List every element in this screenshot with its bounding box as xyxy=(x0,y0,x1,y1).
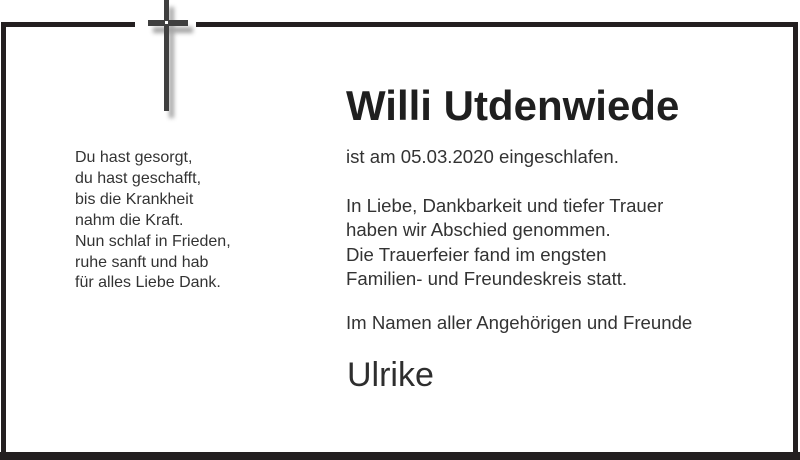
death-date-line: ist am 05.03.2020 eingeschlafen. xyxy=(346,146,619,167)
cross-center-dot xyxy=(165,21,168,24)
poem-line: Du hast gesorgt, xyxy=(75,149,193,166)
poem-line: ruhe sanft und hab xyxy=(75,253,209,271)
frame-left-border xyxy=(1,22,6,460)
frame-bottom-border xyxy=(0,452,800,460)
poem-line: bis die Krankheit xyxy=(75,190,194,208)
farewell-paragraph xyxy=(346,194,663,291)
poem-line: nahm die Kraft. xyxy=(75,211,184,229)
poem-line: Nun schlaf in Frieden, xyxy=(75,232,231,250)
signature-name: Ulrike xyxy=(347,356,434,394)
poem-line: du hast geschafft, xyxy=(75,169,202,187)
paragraph-line: haben wir Abschied genommen. xyxy=(346,219,611,241)
closing-line: Im Namen aller Angehörigen und Freunde xyxy=(346,312,693,333)
poem-line: für alles Liebe Dank. xyxy=(75,274,221,292)
paragraph-line: Die Trauerfeier fand im engsten xyxy=(346,243,607,265)
memorial-cross-icon xyxy=(148,0,189,112)
paragraph-line: In Liebe, Dankbarkeit und tiefer Trauer xyxy=(346,195,664,216)
paragraph-line: Familien- und Freundeskreis statt. xyxy=(346,267,628,289)
deceased-name: Willi Utdenwiede xyxy=(346,82,680,129)
cross-horizontal-bar xyxy=(148,20,188,26)
frame-top-border-left-segment xyxy=(1,22,135,27)
frame-top-border-right-segment xyxy=(196,22,798,27)
memorial-poem xyxy=(75,148,231,294)
cross-vertical-bar xyxy=(164,0,169,111)
frame-right-border xyxy=(793,22,798,460)
